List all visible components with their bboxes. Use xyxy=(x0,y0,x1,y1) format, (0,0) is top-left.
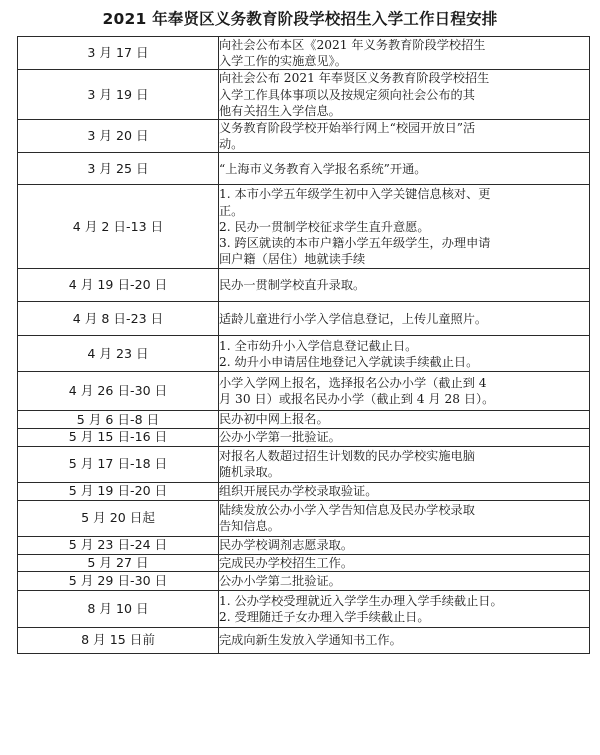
task-text-line: 小学入学网上报名，选择报名公办小学（截止到 4 xyxy=(219,376,487,391)
task-text-line: 民办学校调剂志愿录取。 xyxy=(219,538,354,553)
schedule-task xyxy=(219,302,590,336)
task-text-line: 回户籍（居住）地就读手续 xyxy=(219,252,366,267)
table-row xyxy=(18,536,590,554)
schedule-date: 4 月 19 日-20 日 xyxy=(18,269,219,302)
schedule-task xyxy=(219,482,590,500)
task-text-line: 1. 公办学校受理就近入学学生办理入学手续截止日。 xyxy=(219,593,503,608)
schedule-task xyxy=(219,428,590,446)
task-text-line: 公办小学第一批验证。 xyxy=(219,430,341,445)
task-text-line: 完成民办学校招生工作。 xyxy=(219,555,354,570)
schedule-task xyxy=(219,372,590,411)
task-text-line: 民办初中网上报名。 xyxy=(219,412,329,427)
task-text-line: 组织开展民办学校录取验证。 xyxy=(219,484,378,499)
table-row xyxy=(18,269,590,302)
schedule-date: 5 月 29 日-30 日 xyxy=(18,571,219,590)
task-text-line: 入学工作的实施意见》。 xyxy=(219,54,347,69)
task-text-line: 公办小学第二批验证。 xyxy=(219,573,341,588)
table-row xyxy=(18,500,590,536)
table-row xyxy=(18,446,590,482)
table-row xyxy=(18,482,590,500)
schedule-task xyxy=(219,269,590,302)
task-text-line: 完成向新生发放入学通知书工作。 xyxy=(219,633,402,648)
schedule-date: 8 月 10 日 xyxy=(18,590,219,627)
schedule-date: 5 月 19 日-20 日 xyxy=(18,482,219,500)
table-row xyxy=(18,120,590,153)
schedule-date: 8 月 15 日前 xyxy=(18,627,219,653)
schedule-date: 5 月 15 日-16 日 xyxy=(18,428,219,446)
schedule-date: 4 月 8 日-23 日 xyxy=(18,302,219,336)
task-text-line: “上海市义务教育入学报名系统”开通。 xyxy=(219,161,427,176)
schedule-task xyxy=(219,536,590,554)
task-text-line: 月 30 日）或报名民办小学（截止到 4 月 28 日）。 xyxy=(219,392,495,407)
table-row xyxy=(18,428,590,446)
task-text-line: 2. 受理随迁子女办理入学手续截止日。 xyxy=(219,609,430,624)
task-text-line: 向社会公布 2021 年奉贤区义务教育阶段学校招生 xyxy=(219,71,490,86)
task-text-line: 适龄儿童进行小学入学信息登记，上传儿童照片。 xyxy=(219,311,488,326)
schedule-date: 5 月 23 日-24 日 xyxy=(18,536,219,554)
table-row xyxy=(18,70,590,120)
task-text-line: 1. 全市幼升小入学信息登记截止日。 xyxy=(219,338,418,353)
schedule-date: 3 月 19 日 xyxy=(18,70,219,120)
task-text-line: 义务教育阶段学校开始举行网上“校园开放日”活 xyxy=(219,121,476,136)
table-row xyxy=(18,571,590,590)
schedule-task xyxy=(219,500,590,536)
schedule-table xyxy=(17,36,590,654)
schedule-task xyxy=(219,411,590,428)
task-text-line: 对报名人数超过招生计划数的民办学校实施电脑 xyxy=(219,448,475,463)
schedule-task xyxy=(219,336,590,372)
table-row xyxy=(18,627,590,653)
task-text-line: 2. 民办一贯制学校征求学生直升意愿。 xyxy=(219,219,430,234)
schedule-task xyxy=(219,120,590,153)
schedule-date: 3 月 20 日 xyxy=(18,120,219,153)
task-text-line: 向社会公布本区《2021 年义务教育阶段学校招生 xyxy=(219,38,486,52)
table-row xyxy=(18,372,590,411)
table-row xyxy=(18,153,590,185)
schedule-date: 5 月 27 日 xyxy=(18,554,219,571)
table-row xyxy=(18,185,590,269)
schedule-date: 5 月 20 日起 xyxy=(18,500,219,536)
schedule-task xyxy=(219,70,590,120)
document-title: 2021 年奉贤区义务教育阶段学校招生入学工作日程安排 xyxy=(102,10,498,28)
table-row xyxy=(18,590,590,627)
schedule-task xyxy=(219,554,590,571)
task-text-line: 1. 本市小学五年级学生初中入学关键信息核对、更 xyxy=(219,187,491,202)
schedule-date: 5 月 6 日-8 日 xyxy=(18,411,219,428)
task-text-line: 随机录取。 xyxy=(219,465,280,480)
task-text-line: 陆续发放公办小学入学告知信息及民办学校录取 xyxy=(219,502,475,517)
task-text-line: 2. 幼升小申请居住地登记入学就读手续截止日。 xyxy=(219,354,479,369)
schedule-task xyxy=(219,185,590,269)
schedule-task xyxy=(219,446,590,482)
table-row xyxy=(18,411,590,428)
task-text-line: 3. 跨区就读的本市户籍小学五年级学生，办理申请 xyxy=(219,236,491,251)
schedule-date: 4 月 26 日-30 日 xyxy=(18,372,219,411)
task-text-line: 入学工作具体事项以及按规定须向社会公布的其 xyxy=(219,87,475,102)
schedule-task xyxy=(219,590,590,627)
table-row xyxy=(18,302,590,336)
schedule-task xyxy=(219,571,590,590)
schedule-date: 4 月 23 日 xyxy=(18,336,219,372)
schedule-date: 4 月 2 日-13 日 xyxy=(18,185,219,269)
schedule-date: 3 月 25 日 xyxy=(18,153,219,185)
task-text-line: 告知信息。 xyxy=(219,519,280,534)
schedule-date: 5 月 17 日-18 日 xyxy=(18,446,219,482)
task-text-line: 正。 xyxy=(219,203,244,218)
task-text-line: 动。 xyxy=(219,137,244,152)
schedule-task xyxy=(219,627,590,653)
table-row xyxy=(18,37,590,70)
task-text-line: 他有关招生入学信息。 xyxy=(219,103,341,118)
schedule-date: 3 月 17 日 xyxy=(18,37,219,70)
table-row xyxy=(18,554,590,571)
schedule-task xyxy=(219,37,590,70)
schedule-task xyxy=(219,153,590,185)
table-row xyxy=(18,336,590,372)
task-text-line: 民办一贯制学校直升录取。 xyxy=(219,278,366,293)
